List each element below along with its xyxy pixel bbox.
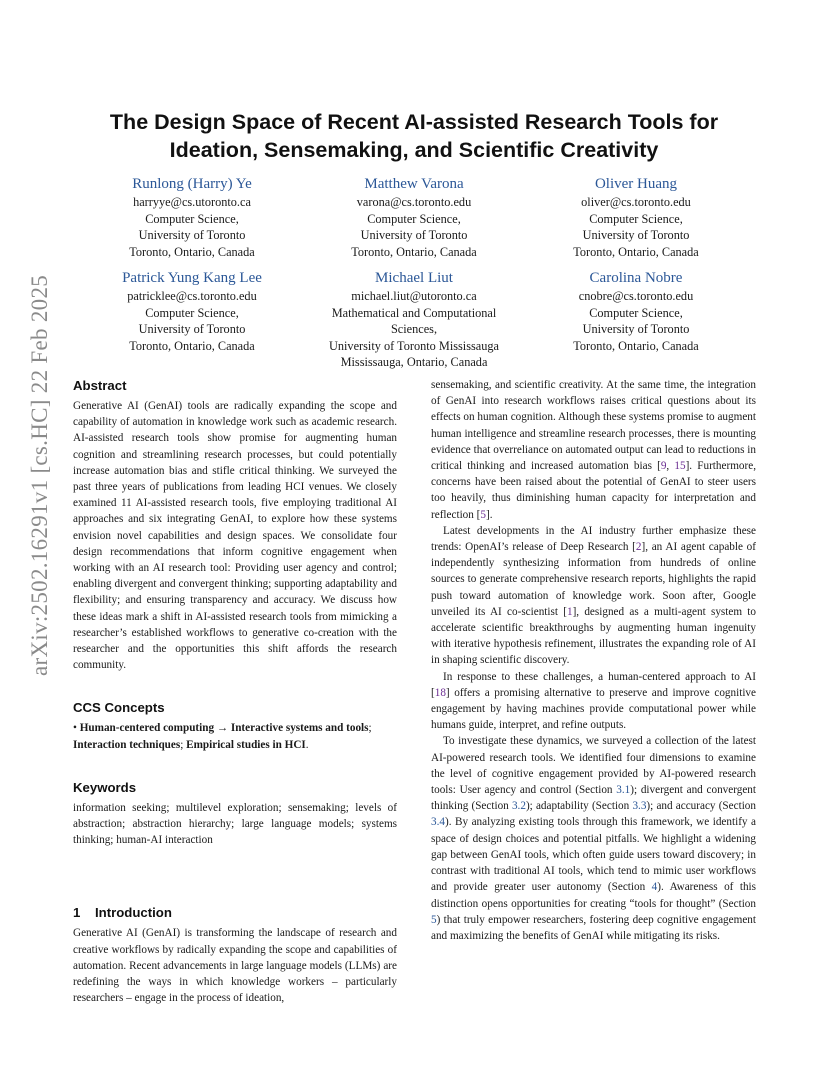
- text-run: ). Awareness of this distinction opens opportunities for creating “tools for thought” (Section: [431, 881, 756, 910]
- author-name[interactable]: Carolina Nobre: [589, 270, 683, 286]
- citation-link[interactable]: 15: [674, 460, 686, 473]
- text-run: ). By analyzing existing tools through this framework, we identify a space of design choices and potential pitfalls. We highlight a widening gap between GenAI tools, which often guide users toward discovery; in contrast with traditional AI tools, which tend to mimic user workflows and provide greater user autonomy (Section: [431, 816, 756, 894]
- author-affiliation: Computer Science,: [589, 211, 683, 226]
- text-run: To investigate these dynamics, we surveyed a collection of the latest AI-powered research tools. We identified four dimensions to examine the level of cognitive engagement provided by AI-powered research tools: User agency and control (Section: [431, 735, 756, 797]
- text-run: ], designed as a multi-agent system to accelerate scientific breakthroughs by augmenting human ingenuity with iterative hypothesis refinement, illustrates the expanding role of AI in shaping scientific discovery.: [431, 605, 756, 667]
- author-name[interactable]: Runlong (Harry) Ye: [132, 176, 252, 192]
- intro-paragraph-1-cont: [431, 377, 756, 523]
- section-link[interactable]: 3.1: [616, 784, 631, 797]
- author-email[interactable]: cnobre@cs.toronto.edu: [578, 289, 694, 303]
- paper-title: [80, 108, 748, 164]
- citation-link[interactable]: 5: [480, 508, 486, 521]
- author-affiliation: University of Toronto: [582, 322, 690, 336]
- text-run: ); adaptability (Section: [525, 800, 633, 813]
- text-run: ], an AI agent capable of independently synthesizing information from hundreds of online sources to generate comprehensive research reports, highlights the rapid push toward automation of knowledge work. Soon after, Google unveiled its AI co-scientist [: [431, 541, 756, 618]
- author-block-varona: [294, 174, 534, 260]
- author-affiliation: Computer Science,: [145, 211, 239, 226]
- text-run: ); divergent and convergent thinking (Section: [431, 784, 757, 813]
- abstract-heading: Abstract: [73, 378, 127, 393]
- right-column: [431, 377, 756, 944]
- author-affiliation: University of Toronto: [138, 228, 246, 242]
- introduction-heading: [73, 904, 397, 922]
- author-affiliation: University of Toronto: [360, 228, 468, 242]
- section-number: 1: [73, 905, 81, 921]
- author-affiliation: Computer Science,: [589, 305, 683, 320]
- ccs-end: .: [305, 738, 309, 751]
- author-block-lee: [72, 268, 312, 354]
- text-run: ] offers a promising alternative to preserve and improve cognitive engagement by having machines provide computational power while humans guide, interpret, and refine outputs.: [431, 686, 756, 732]
- text-run: Latest developments in the AI industry further emphasize these trends: OpenAI’s release of Deep Research [: [431, 524, 756, 554]
- ccs-separator: ;: [180, 738, 187, 751]
- left-column: [73, 377, 397, 1006]
- author-email[interactable]: varona@cs.toronto.edu: [356, 195, 472, 209]
- section-link[interactable]: 4: [651, 881, 658, 894]
- abstract-text: Generative AI (GenAI) tools are radically expanding the scope and capability of automation in knowledge work such as academic research. AI-assisted research tools show promise for augmenting human cognition and streamlining research processes, but could potentially increase automation bias and stifle critical thinking. We surveyed the past three years of publications from leading HCI venues. We closely examined 11 AI-assisted research tools, five employing traditional AI approaches and six integrating GenAI, to explore how these systems envision novel capabilities and design spaces. We consolidate four design recommendations that inform cognitive engagement when working with an AI research tool: Providing user agency and control; enabling divergent and convergent thinking; supporting adaptability and flexibility; and ensuring transparency and accuracy. We discuss how these ideas mark a shift in AI-assisted research tools from mimicking a researcher’s established workflows to generative co-creation with the researcher and the opportunities this shift affords the research community.: [73, 400, 397, 672]
- author-affiliation: University of Toronto: [582, 228, 690, 242]
- citation-link[interactable]: 2: [635, 541, 642, 554]
- author-affiliation: Sciences,: [390, 322, 438, 336]
- author-block-huang: [516, 174, 756, 260]
- keywords-text: information seeking; multilevel exploration; sensemaking; levels of abstraction; abstraction hierarchy; large language models; systems thinking; human-AI interaction: [73, 801, 397, 847]
- author-name[interactable]: Matthew Varona: [364, 176, 464, 192]
- ccs-part3: Interaction techniques: [73, 738, 181, 751]
- text-run: sensemaking, and scientific creativity. At the same time, the integration of GenAI into research workflows raises critical questions about its effects on human cognition. Although these systems promise to augment human intelligence and streamline research processes, there is mounting evidence that overreliance on automated output can lead to reductions in critical thinking and increased automation bias [: [431, 379, 756, 473]
- keywords-heading: Keywords: [73, 779, 137, 795]
- ccs-part4: Empirical studies in HCI: [186, 738, 306, 751]
- title-line-2: Ideation, Sensemaking, and Scientific Creativity: [169, 138, 659, 162]
- intro-paragraph-2: [431, 523, 756, 669]
- author-name[interactable]: Michael Liut: [375, 270, 453, 286]
- author-location: Toronto, Ontario, Canada: [573, 244, 699, 259]
- section-link[interactable]: 3.2: [511, 800, 526, 813]
- section-title: Introduction: [95, 905, 172, 921]
- author-block-nobre: [516, 268, 756, 354]
- intro-paragraph-3: [431, 669, 756, 734]
- ccs-part1: Human-centered computing: [79, 722, 215, 735]
- ccs-concepts: [73, 720, 397, 752]
- author-email[interactable]: michael.liut@utoronto.ca: [351, 289, 477, 303]
- author-email[interactable]: patricklee@cs.toronto.edu: [127, 289, 257, 303]
- author-location: Toronto, Ontario, Canada: [573, 338, 699, 353]
- ccs-bullet: •: [73, 722, 77, 735]
- ccs-part2: Interactive systems and tools: [230, 722, 369, 735]
- text-run: In response to these challenges, a human-centered approach to AI [: [431, 670, 756, 699]
- arxiv-identifier[interactable]: arXiv:2502.16291v1 [cs.HC] 22 Feb 2025: [27, 274, 52, 676]
- author-email[interactable]: harryye@cs.utoronto.ca: [133, 195, 251, 209]
- author-affiliation: Computer Science,: [367, 211, 461, 226]
- ccs-arrow: →: [216, 722, 229, 735]
- author-affiliation: University of Toronto Mississauga: [328, 338, 500, 353]
- author-name[interactable]: Patrick Yung Kang Lee: [122, 270, 262, 286]
- ccs-heading: CCS Concepts: [73, 700, 165, 716]
- author-location: Toronto, Ontario, Canada: [129, 338, 255, 353]
- author-block-ye: [72, 174, 312, 260]
- author-location: Toronto, Ontario, Canada: [129, 244, 255, 259]
- author-affiliation: University of Toronto: [138, 322, 246, 336]
- section-link[interactable]: 5: [431, 913, 437, 926]
- author-affiliation: Mathematical and Computational: [331, 305, 497, 320]
- author-name[interactable]: Oliver Huang: [594, 176, 678, 192]
- intro-paragraph-4: [431, 733, 756, 944]
- citation-link[interactable]: 18: [434, 686, 446, 699]
- section-link[interactable]: 3.4: [431, 816, 445, 829]
- author-block-liut: [294, 268, 534, 371]
- text-run: ) that truly empower researchers, fostering deep cognitive engagement and maximizing the benefits of GenAI while mitigating its risks.: [431, 913, 756, 942]
- author-location: Toronto, Ontario, Canada: [351, 244, 477, 259]
- text-run: ]. Furthermore, concerns have been raised about the potential of GenAI to steer users too heavily, thus diminishing human capacity for interpretation and reflection [: [431, 460, 756, 521]
- text-run: ); and accuracy (Section: [646, 800, 756, 813]
- author-email[interactable]: oliver@cs.toronto.edu: [581, 195, 691, 209]
- text-run: ].: [485, 508, 493, 521]
- citation-link[interactable]: 1: [566, 605, 573, 618]
- author-location: Mississauga, Ontario, Canada: [340, 355, 488, 369]
- citation-link[interactable]: 9: [660, 460, 667, 473]
- intro-paragraph-1: Generative AI (GenAI) is transforming the landscape of research and creative workflows by radically expanding the scope and capabilities of automation. Recent advancements in large language models (LLMs) are redefining the ways in which knowledge workers – particularly researchers – engage in the process of ideation,: [73, 927, 397, 1005]
- ccs-separator: ;: [368, 722, 372, 735]
- title-line-1: The Design Space of Recent AI-assisted Research Tools for: [109, 110, 719, 134]
- author-affiliation: Computer Science,: [145, 305, 239, 320]
- section-link[interactable]: 3.3: [632, 800, 647, 813]
- text-run: ,: [666, 460, 675, 473]
